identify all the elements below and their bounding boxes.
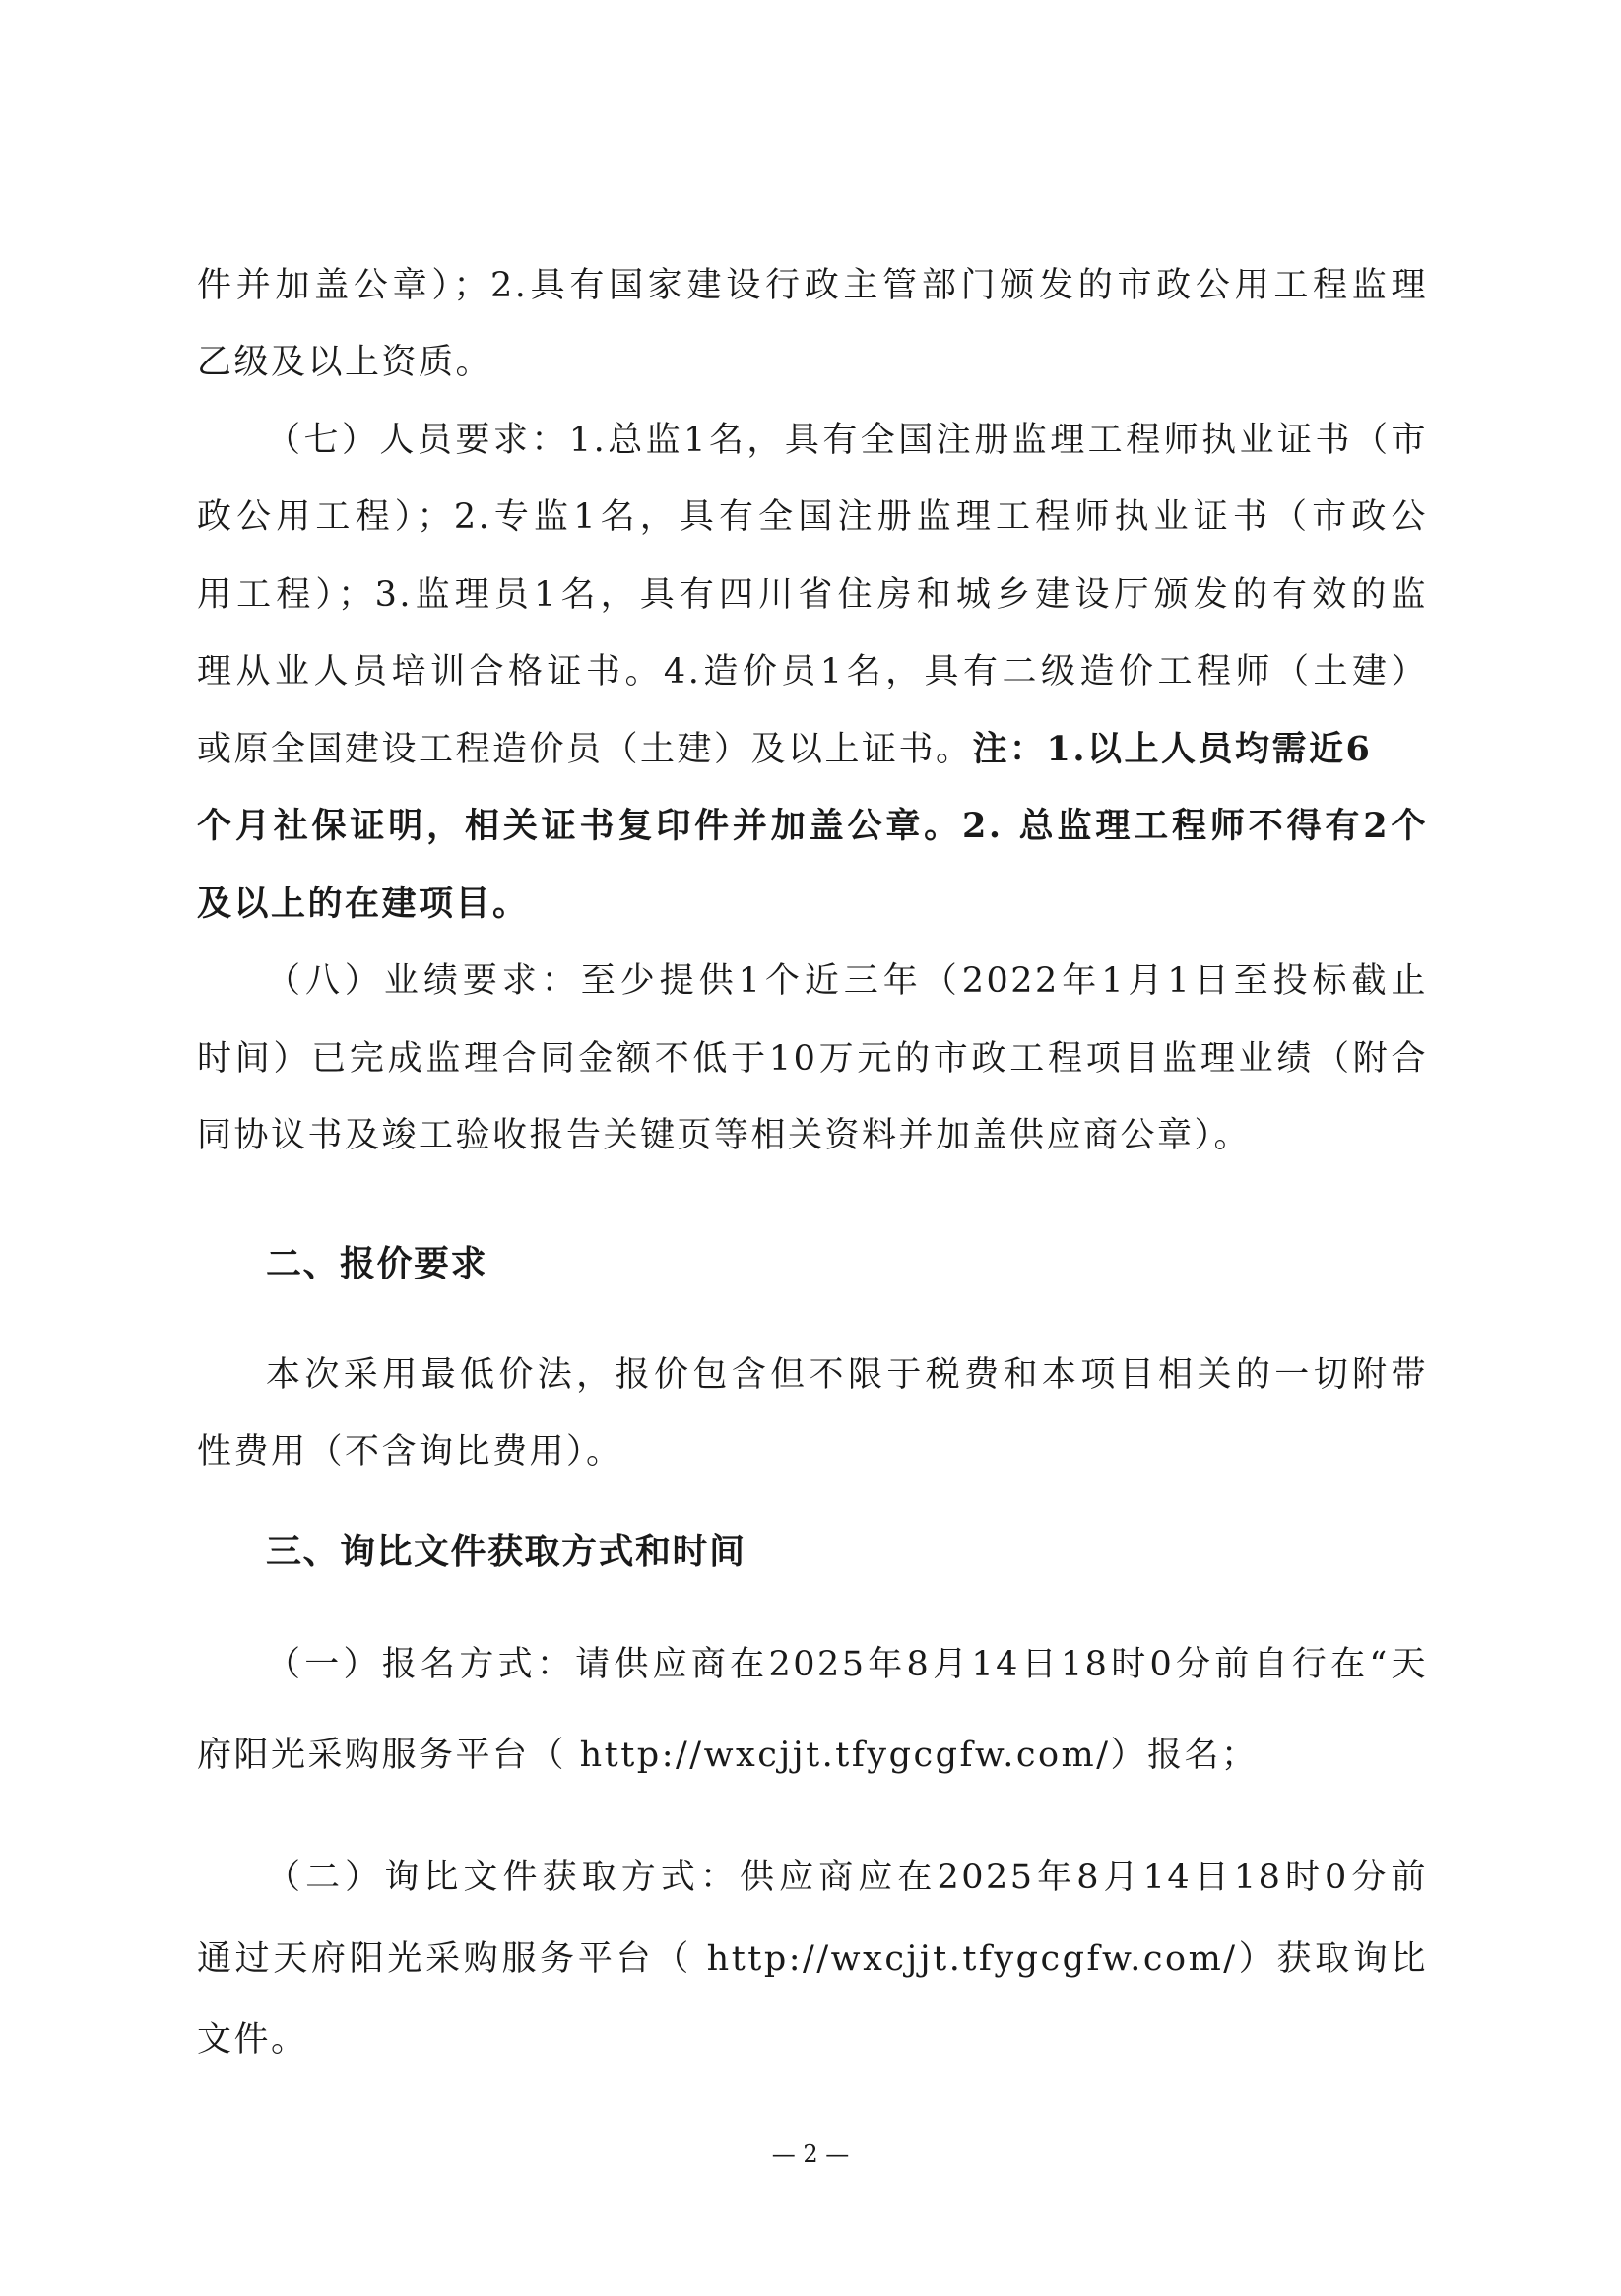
paragraph-line: （七）人员要求：1.总监1名，具有全国注册监理工程师执业证书（市 <box>266 421 1428 460</box>
paragraph-line: （八）业绩要求：至少提供1个近三年（2022年1月1日至投标截止 <box>266 961 1428 1001</box>
paragraph-line: （一）报名方式：请供应商在2025年8月14日18时0分前自行在“天 <box>266 1645 1428 1684</box>
paragraph-line: （二）询比文件获取方式：供应商应在2025年8月14日18时0分前 <box>266 1858 1428 1897</box>
paragraph-line: 性费用（不含询比费用）。 <box>197 1432 623 1472</box>
paragraph-line: 文件。 <box>197 2020 308 2060</box>
bold-note-line: 个月社保证明，相关证书复印件并加盖公章。2. 总监理工程师不得有2个 <box>197 806 1428 846</box>
paragraph-line: 府阳光采购服务平台（ http://wxcjjt.tfygcgfw.com/）报名； <box>197 1736 1259 1775</box>
paragraph-text: 或原全国建设工程造价员（土建）及以上证书。 <box>197 730 973 769</box>
paragraph-line: 本次采用最低价法，报价包含但不限于税费和本项目相关的一切附带 <box>266 1355 1428 1395</box>
section-heading: 二、报价要求 <box>266 1244 488 1284</box>
paragraph-line: 时间）已完成监理合同金额不低于10万元的市政工程项目监理业绩（附合 <box>197 1039 1428 1079</box>
paragraph-line: 理从业人员培训合格证书。4.造价员1名，具有二级造价工程师（土建） <box>197 652 1428 691</box>
paragraph-line: 件并加盖公章）；2.具有国家建设行政主管部门颁发的市政公用工程监理 <box>197 266 1428 305</box>
bold-note-line: 及以上的在建项目。 <box>197 884 530 924</box>
bold-note: 注：1.以上人员均需近6 <box>972 729 1373 769</box>
paragraph-line: 政公用工程）；2.专监1名，具有全国注册监理工程师执业证书（市政公 <box>197 497 1428 537</box>
paragraph-line: 乙级及以上资质。 <box>197 343 493 382</box>
paragraph-line <box>197 728 1428 771</box>
paragraph-line: 用工程）；3.监理员1名，具有四川省住房和城乡建设厅颁发的有效的监 <box>197 575 1428 615</box>
section-heading: 三、询比文件获取方式和时间 <box>266 1532 746 1572</box>
page-number: — 2 — <box>771 2140 850 2168</box>
paragraph-line: 同协议书及竣工验收报告关键页等相关资料并加盖供应商公章）。 <box>197 1116 1252 1155</box>
paragraph-line: 通过天府阳光采购服务平台（ http://wxcjjt.tfygcgfw.com/）获取询比 <box>197 1939 1428 1979</box>
